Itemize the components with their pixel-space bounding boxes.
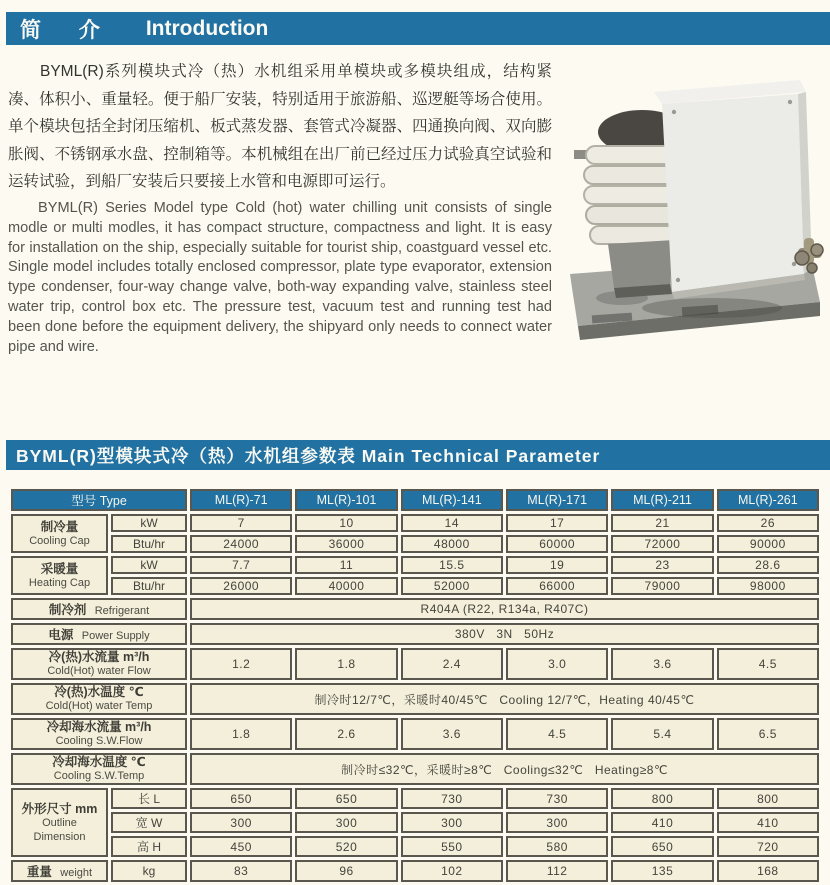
model-header: ML(R)-211	[611, 489, 713, 511]
value-cell: 3.6	[611, 648, 713, 680]
table-title-text: BYML(R)型模块式冷（热）水机组参数表 Main Technical Parameter	[16, 445, 601, 466]
power-supply-label: 电源 Power Supply	[11, 623, 187, 645]
value-cell: 410	[717, 812, 819, 833]
unit-cell: 宽 W	[111, 812, 187, 833]
model-header: ML(R)-261	[717, 489, 819, 511]
value-cell: 730	[401, 788, 503, 809]
seawater-flow-label: 冷却海水流量 m³/h Cooling S.W.Flow	[11, 718, 187, 750]
value-cell: 300	[401, 812, 503, 833]
value-cell: 550	[401, 836, 503, 857]
unit-cell: Btu/hr	[111, 535, 187, 553]
value-cell: 1.8	[295, 648, 397, 680]
chilled-water-temp-value: 制冷时12/7℃，采暖时40/45℃ Cooling 12/7℃，Heating 40/45℃	[190, 683, 819, 715]
model-header: ML(R)-171	[506, 489, 608, 511]
value-cell: 168	[717, 860, 819, 882]
unit-cell: 高 H	[111, 836, 187, 857]
intro-text-column	[8, 58, 552, 357]
intro-photo-column	[552, 58, 822, 357]
refrigerant-value: R404A (R22, R134a, R407C)	[190, 598, 819, 620]
value-cell: 26000	[190, 577, 292, 595]
value-cell: 11	[295, 556, 397, 574]
value-cell: 23	[611, 556, 713, 574]
unit-cell: kg	[111, 860, 187, 882]
value-cell: 40000	[295, 577, 397, 595]
value-cell: 10	[295, 514, 397, 532]
cooling-capacity-label: 制冷量 Cooling Cap	[11, 514, 108, 553]
value-cell: 4.5	[717, 648, 819, 680]
value-cell: 72000	[611, 535, 713, 553]
value-cell: 650	[295, 788, 397, 809]
unit-cell: kW	[111, 514, 187, 532]
intro-paragraph-en: BYML(R) Series Model type Cold (hot) water chilling unit consists of single modle or multi modles, it has compact structure, compactness and light. It is easy for installation on the ship, especially suitable for tourist ship, coastguard vessel etc. Single model includes totally enclosed compressor, plate type evaporator, extension type condenser, four-way change valve, both-way expanding valve, stainless steel water trip, control box etc. The pressure test, vacuum test and running test had been done before the equipment delivery, the shipyard only needs to connect water pipe and wire.	[8, 199, 552, 355]
value-cell: 36000	[295, 535, 397, 553]
value-cell: 1.8	[190, 718, 292, 750]
value-cell: 14	[401, 514, 503, 532]
chilled-water-temp-label: 冷(热)水温度 ℃ Cold(Hot) water Temp	[11, 683, 187, 715]
model-header: ML(R)-141	[401, 489, 503, 511]
value-cell: 300	[506, 812, 608, 833]
unit-cell: kW	[111, 556, 187, 574]
value-cell: 17	[506, 514, 608, 532]
heating-capacity-label: 采暖量 Heating Cap	[11, 556, 108, 595]
value-cell: 800	[611, 788, 713, 809]
intro-title-bar	[6, 12, 830, 45]
value-cell: 300	[295, 812, 397, 833]
value-cell: 83	[190, 860, 292, 882]
value-cell: 7	[190, 514, 292, 532]
unit-cell: 长 L	[111, 788, 187, 809]
refrigerant-label: 制冷剂 Refrigerant	[11, 598, 187, 620]
value-cell: 2.6	[295, 718, 397, 750]
value-cell: 650	[611, 836, 713, 857]
value-cell: 1.2	[190, 648, 292, 680]
value-cell: 3.6	[401, 718, 503, 750]
value-cell: 135	[611, 860, 713, 882]
value-cell: 800	[717, 788, 819, 809]
value-cell: 90000	[717, 535, 819, 553]
value-cell: 3.0	[506, 648, 608, 680]
value-cell: 450	[190, 836, 292, 857]
parameters-table	[8, 486, 822, 885]
value-cell: 6.5	[717, 718, 819, 750]
value-cell: 720	[717, 836, 819, 857]
value-cell: 48000	[401, 535, 503, 553]
model-header: ML(R)-101	[295, 489, 397, 511]
value-cell: 96	[295, 860, 397, 882]
chilled-water-flow-label: 冷(热)水流量 m³/h Cold(Hot) water Flow	[11, 648, 187, 680]
weight-label: 重量 weight	[11, 860, 108, 882]
intro-title-en: Introduction	[145, 16, 269, 40]
value-cell: 730	[506, 788, 608, 809]
value-cell: 66000	[506, 577, 608, 595]
value-cell: 60000	[506, 535, 608, 553]
value-cell: 112	[506, 860, 608, 882]
value-cell: 52000	[401, 577, 503, 595]
intro-section	[8, 58, 822, 357]
unit-cell: Btu/hr	[111, 577, 187, 595]
intro-title-cn: 简 介	[20, 18, 116, 42]
seawater-temp-value: 制冷时≤32℃，采暖时≥8℃ Cooling≤32℃ Heating≥8℃	[190, 753, 819, 785]
value-cell: 2.4	[401, 648, 503, 680]
intro-paragraph-cn: BYML(R)系列模块式冷（热）水机组采用单模块或多模块组成，结构紧凑、体积小、重量轻。便于船厂安装，特别适用于旅游船、巡逻艇等场合使用。单个模块包括全封闭压缩机、板式蒸发器、套管式冷凝器、四通换向阀、双向膨胀阀、不锈钢承水盘、控制箱等。本机械组在出厂前已经过压力试验真空试验和运转试验，到船厂安装后只要接上水管和电源即可运行。	[8, 63, 552, 191]
control-box	[654, 80, 812, 299]
value-cell: 650	[190, 788, 292, 809]
value-cell: 520	[295, 836, 397, 857]
value-cell: 15.5	[401, 556, 503, 574]
value-cell: 5.4	[611, 718, 713, 750]
value-cell: 19	[506, 556, 608, 574]
value-cell: 28.6	[717, 556, 819, 574]
value-cell: 4.5	[506, 718, 608, 750]
value-cell: 102	[401, 860, 503, 882]
type-header-cell: 型号 Type	[11, 489, 187, 511]
value-cell: 79000	[611, 577, 713, 595]
seawater-temp-label: 冷却海水温度 ℃ Cooling S.W.Temp	[11, 753, 187, 785]
value-cell: 410	[611, 812, 713, 833]
table-title-bar	[6, 440, 830, 470]
power-supply-value: 380V 3N 50Hz	[190, 623, 819, 645]
value-cell: 98000	[717, 577, 819, 595]
value-cell: 300	[190, 812, 292, 833]
value-cell: 21	[611, 514, 713, 532]
value-cell: 26	[717, 514, 819, 532]
value-cell: 7.7	[190, 556, 292, 574]
model-header: ML(R)-71	[190, 489, 292, 511]
value-cell: 580	[506, 836, 608, 857]
outline-dimension-label: 外形尺寸 mm Outline Dimension	[11, 788, 108, 857]
product-photo	[562, 62, 824, 352]
value-cell: 24000	[190, 535, 292, 553]
